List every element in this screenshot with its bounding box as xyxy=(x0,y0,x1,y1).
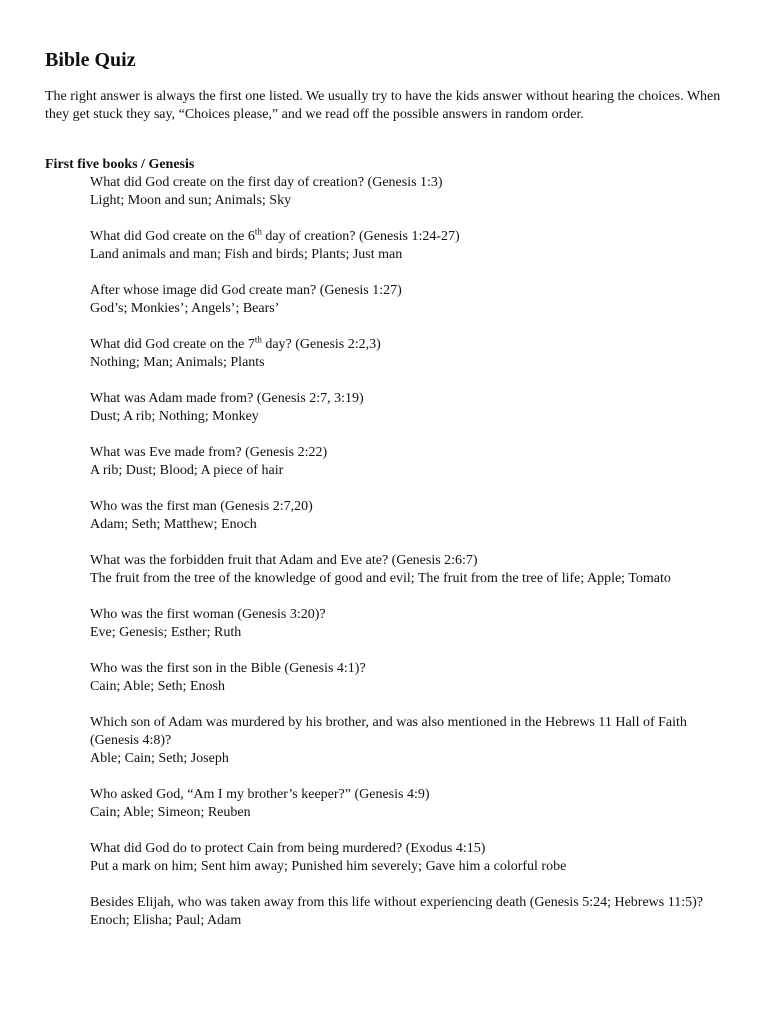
answer-choices: Adam; Seth; Matthew; Enoch xyxy=(90,517,257,532)
question-text-part: What did God create on the 7 xyxy=(90,337,255,352)
question-item xyxy=(90,444,735,480)
answer-choices: Land animals and man; Fish and birds; Plants; Just man xyxy=(90,247,403,262)
ordinal-suffix: th xyxy=(254,226,262,237)
question-text: What was Eve made from? (Genesis 2:22) xyxy=(90,445,328,460)
question-item xyxy=(90,786,735,822)
question-item xyxy=(90,894,735,930)
question-text-part: day? (Genesis 2:2,3) xyxy=(261,337,381,352)
question-text: What did God do to protect Cain from being murdered? (Exodus 4:15) xyxy=(90,841,486,856)
question-text: Which son of Adam was murdered by his brother, and was also mentioned in the Hebrews 11 Hall of Faith (Genesis 4:8)? xyxy=(90,715,687,748)
question-item xyxy=(90,282,735,318)
question-text: What was Adam made from? (Genesis 2:7, 3:19) xyxy=(90,391,364,406)
answer-choices: Nothing; Man; Animals; Plants xyxy=(90,355,265,370)
question-item xyxy=(90,840,735,876)
ordinal-suffix: th xyxy=(254,334,262,345)
answer-choices: Put a mark on him; Sent him away; Punished him severely; Gave him a colorful robe xyxy=(90,859,567,874)
answer-choices: Able; Cain; Seth; Joseph xyxy=(90,751,229,766)
answer-choices: God’s; Monkies’; Angels’; Bears’ xyxy=(90,301,280,316)
question-text: Besides Elijah, who was taken away from this life without experiencing death (Genesis 5:24; Hebrews 11:5)? xyxy=(90,895,703,910)
question-text: Who was the first son in the Bible (Genesis 4:1)? xyxy=(90,661,366,676)
question-text-part: What did God create on the 6 xyxy=(90,229,255,244)
answer-choices: Light; Moon and sun; Animals; Sky xyxy=(90,193,292,208)
question-item xyxy=(90,552,735,588)
question-text-part: day of creation? (Genesis 1:24-27) xyxy=(261,229,460,244)
question-list xyxy=(90,174,735,930)
answer-choices: The fruit from the tree of the knowledge of good and evil; The fruit from the tree of life; Apple; Tomato xyxy=(90,571,671,586)
answer-choices: A rib; Dust; Blood; A piece of hair xyxy=(90,463,284,478)
question-text: Who was the first man (Genesis 2:7,20) xyxy=(90,499,313,514)
intro-paragraph: The right answer is always the first one listed. We usually try to have the kids answer without hearing the choices. When they get stuck they say, “Choices please,” and we read off the possible answers in random order. xyxy=(45,89,721,122)
section-genesis xyxy=(45,156,735,930)
question-item xyxy=(90,714,735,768)
question-item xyxy=(90,606,735,642)
answer-choices: Cain; Able; Simeon; Reuben xyxy=(90,805,251,820)
question-text xyxy=(90,228,735,246)
answer-choices: Eve; Genesis; Esther; Ruth xyxy=(90,625,242,640)
document-page xyxy=(45,48,735,948)
question-item xyxy=(90,390,735,426)
question-item xyxy=(90,228,735,264)
section-heading: First five books / Genesis xyxy=(45,157,195,172)
question-text: Who was the first woman (Genesis 3:20)? xyxy=(90,607,326,622)
question-text: What did God create on the first day of creation? (Genesis 1:3) xyxy=(90,175,443,190)
question-item xyxy=(90,660,735,696)
question-item xyxy=(90,498,735,534)
answer-choices: Enoch; Elisha; Paul; Adam xyxy=(90,913,242,928)
question-item xyxy=(90,174,735,210)
question-text: What was the forbidden fruit that Adam and Eve ate? (Genesis 2:6:7) xyxy=(90,553,478,568)
question-text: Who asked God, “Am I my brother’s keeper?” (Genesis 4:9) xyxy=(90,787,430,802)
document-title: Bible Quiz xyxy=(45,49,136,71)
question-item xyxy=(90,336,735,372)
answer-choices: Cain; Able; Seth; Enosh xyxy=(90,679,225,694)
answer-choices: Dust; A rib; Nothing; Monkey xyxy=(90,409,259,424)
question-text: After whose image did God create man? (Genesis 1:27) xyxy=(90,283,402,298)
question-text xyxy=(90,336,735,354)
